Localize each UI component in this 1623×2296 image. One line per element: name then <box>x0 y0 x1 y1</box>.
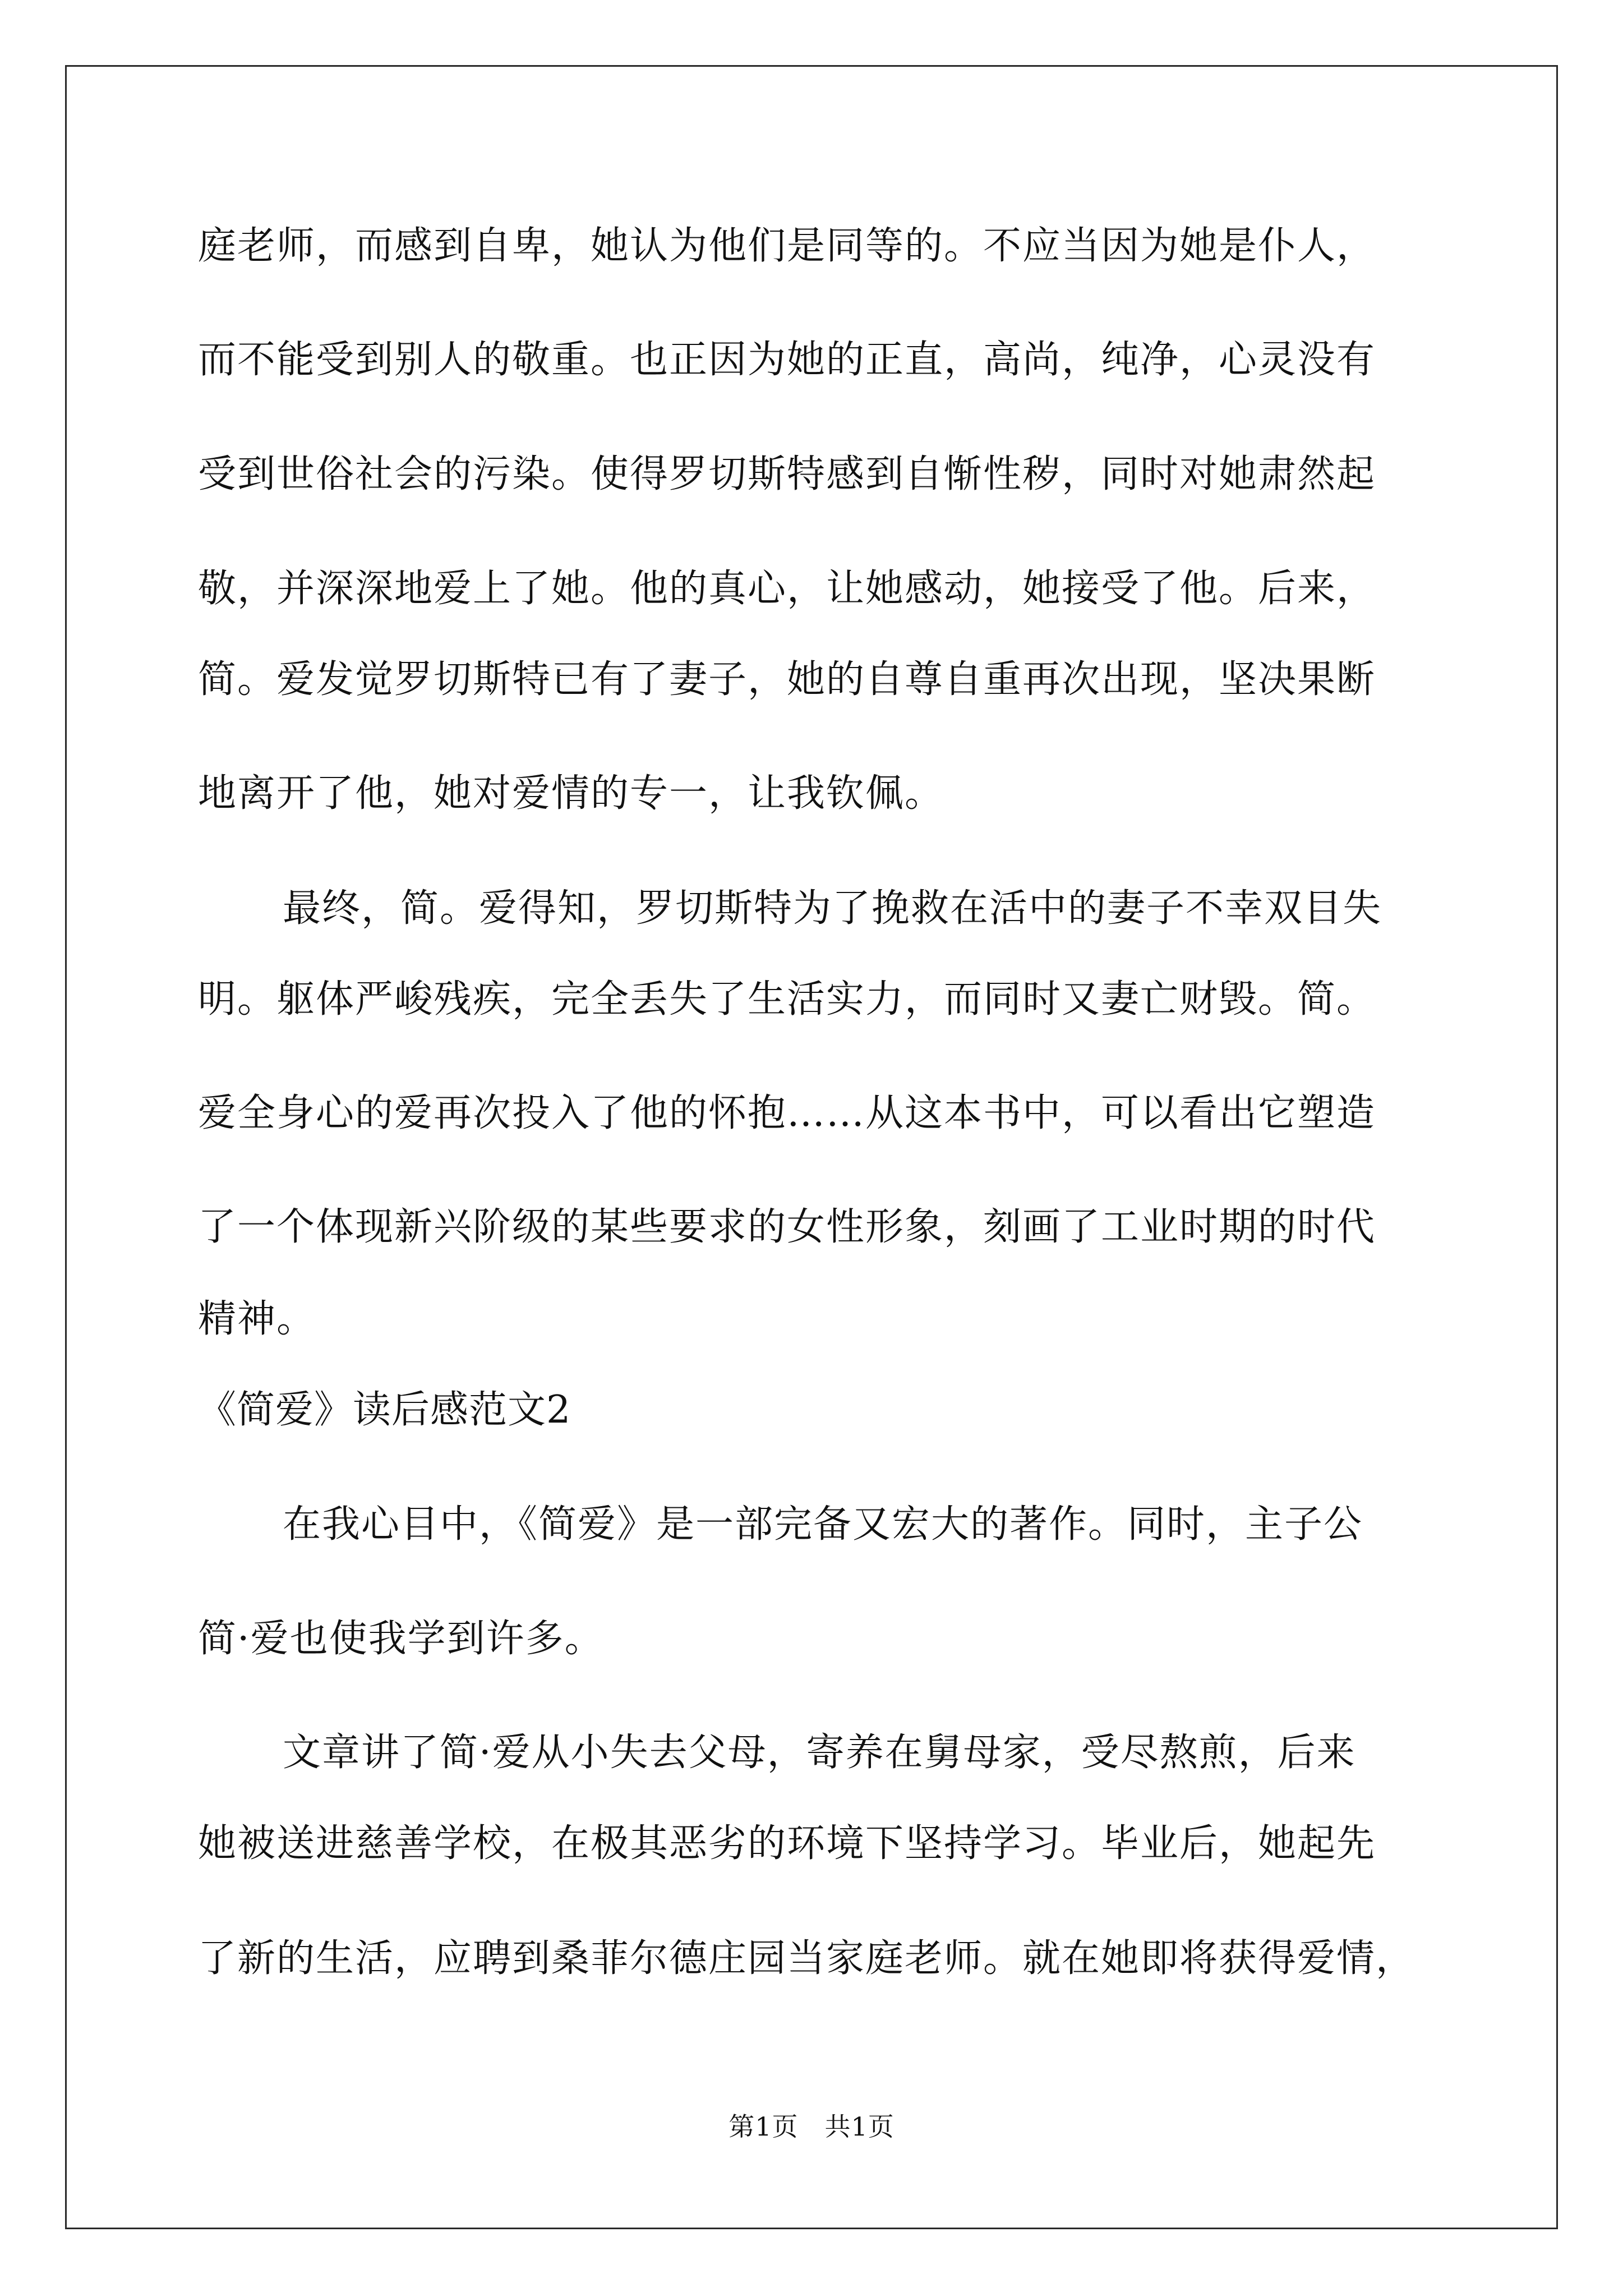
section-heading: 《简爱》读后感范文2 <box>198 1388 571 1432</box>
text-line-8: 明。躯体严峻残疾，完全丢失了生活实力，而同时又妻亡财毁。简。 <box>198 977 1376 1022</box>
text-line-2: 而不能受到别人的敬重。也正因为她的正直，高尚，纯净，心灵没有 <box>198 338 1376 382</box>
text-line-9: 爱全身心的爱再次投入了他的怀抱……从这本书中，可以看出它塑造 <box>198 1091 1376 1135</box>
text-line-6: 地离开了他，她对爱情的专一，让我钦佩。 <box>198 771 944 816</box>
paragraph-start-line: 在我心目中，《简爱》是一部完备又宏大的著作。同时，主子公 <box>283 1502 1363 1547</box>
text-line-1: 庭老师，而感到自卑，她认为他们是同等的。不应当因为她是仆人， <box>198 224 1376 268</box>
text-line-10: 了一个体现新兴阶级的某些要求的女性形象，刻画了工业时期的时代 <box>198 1205 1376 1249</box>
page-number-footer: 第1页 共1页 <box>728 2111 895 2142</box>
text-line-4: 敬，并深深地爱上了她。他的真心，让她感动，她接受了他。后来， <box>198 567 1376 611</box>
text-line-3: 受到世俗社会的污染。使得罗切斯特感到自惭性秽，同时对她肃然起 <box>198 452 1376 496</box>
paragraph-start-line: 最终，简。爱得知，罗切斯特为了挽救在活中的妻子不幸双目失 <box>283 886 1382 931</box>
text-line-17: 了新的生活，应聘到桑菲尔德庄园当家庭老师。就在她即将获得爱情， <box>198 1936 1415 1981</box>
page-border <box>65 65 1558 2229</box>
text-line-5: 简。爱发觉罗切斯特已有了妻子，她的自尊自重再次出现，坚决果断 <box>198 657 1376 702</box>
text-line-16: 她被送进慈善学校，在极其恶劣的环境下坚持学习。毕业后，她起先 <box>198 1821 1376 1866</box>
text-line-14: 简·爱也使我学到许多。 <box>198 1617 604 1661</box>
text-line-11: 精神。 <box>198 1297 316 1341</box>
paragraph-start-line: 文章讲了简·爱从小失去父母，寄养在舅母家，受尽熬煎，后来 <box>283 1731 1356 1775</box>
